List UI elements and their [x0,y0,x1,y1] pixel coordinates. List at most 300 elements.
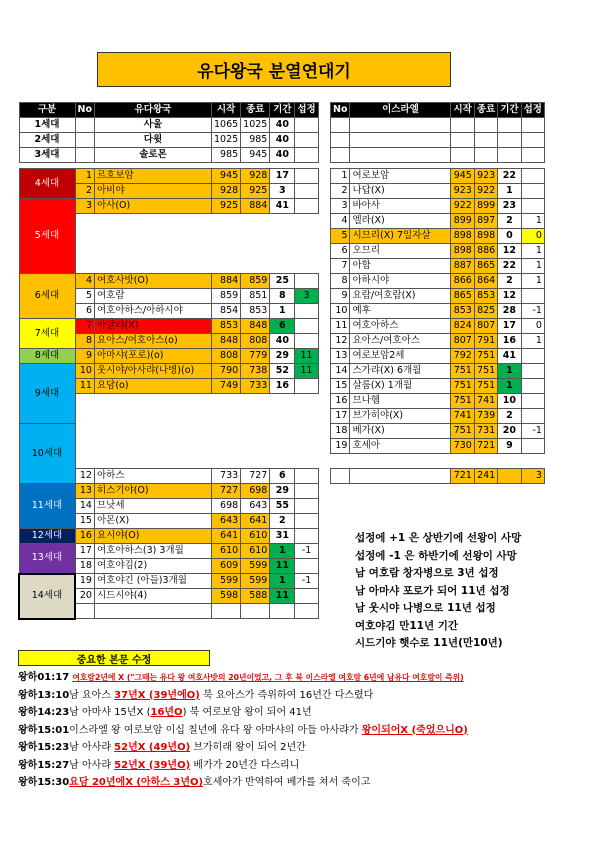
table-row [19,148,318,163]
regency: 0 [521,319,544,334]
correction-line [18,704,468,722]
start-year: 898 [451,229,474,244]
duration: 2 [270,514,295,529]
regency: 0 [521,229,544,244]
header-cell: 유다왕국 [94,103,211,118]
correction-text: 남 아마샤 15년X ( [69,707,151,718]
king-number: 2 [331,184,350,199]
generation-cell: 3세대 [19,148,75,163]
end-year: 848 [241,319,270,334]
end-year: 733 [241,379,270,394]
king-number: 15 [75,514,94,529]
duration: 23 [498,199,521,214]
start-year: 899 [451,214,474,229]
correction-text: 이스라엘 왕 여로보암 이십 칠년에 유다 왕 아마샤의 아들 아사랴가 [69,724,362,736]
duration: 29 [270,349,295,364]
end-year: 859 [241,274,270,289]
end-year: 851 [241,289,270,304]
king-name: 여호아하스/아하시야 [94,304,211,319]
king-number: 13 [331,349,350,364]
duration: 2 [498,409,521,424]
king-number: 3 [331,199,350,214]
generation-cell: 12세대 [19,529,75,544]
table-row [331,184,545,199]
king-name: 살룸(X) 1개월 [350,379,451,394]
correction-text: ) 북 여로보암 왕이 되어 41년 [182,707,312,718]
start-year: 643 [211,514,240,529]
king-number: 17 [331,409,350,424]
king-number: 5 [331,229,350,244]
end-year: 945 [241,148,270,163]
king-name: 여호람 [94,289,211,304]
end-year: 599 [241,574,270,589]
correction-line [18,722,468,740]
start-year: 751 [451,379,474,394]
table-row [331,379,545,394]
start-year: 859 [211,289,240,304]
duration: 6 [270,319,295,334]
generation-cell: 9세대 [19,364,75,424]
regency: 11 [295,349,318,364]
king-name: 여호야김(2) [94,559,211,574]
verse-ref: 왕하15:01 [18,724,70,736]
start-year: 945 [211,169,240,184]
end-year: 610 [241,544,270,559]
duration: 11 [270,559,295,574]
king-name: 므낫세 [94,499,211,514]
table-row [19,529,318,544]
king-name: 브가히야(X) [350,409,451,424]
start-year: 865 [451,289,474,304]
start-year: 727 [211,484,240,499]
header-cell: No [331,103,350,118]
start-year: 866 [451,274,474,289]
generation-cell: 11세대 [19,484,75,529]
regency-notes [355,530,521,653]
correction-highlight: 요담 20년에X (아하스 3년O) [69,777,204,788]
start-year: 751 [451,364,474,379]
header-cell: 이스라엘 [350,103,451,118]
correction-highlight: 16년O [150,707,183,718]
generation-cell: 8세대 [19,349,75,364]
king-name: 다윗 [94,133,211,148]
king-name: 시드시야(4) [94,589,211,604]
king-name: 아마샤(포로)(o) [94,349,211,364]
header-cell: 시작 [451,103,474,118]
header-cell: 구분 [19,103,75,118]
table-row [19,274,318,289]
king-number: 17 [75,544,94,559]
generation-cell: 1세대 [19,118,75,133]
table-row [19,544,318,559]
king-name: 아몬(X) [94,514,211,529]
king-name: 므나헴 [350,394,451,409]
end-year: 779 [241,349,270,364]
end-year: 808 [241,334,270,349]
regency: -1 [295,544,318,559]
corrections-list [18,669,468,792]
king-name: 여로보암 [350,169,451,184]
end-year: 922 [474,184,497,199]
king-number: 2 [75,184,94,199]
duration: 31 [270,529,295,544]
king-number: 16 [75,529,94,544]
header-cell: 종료 [474,103,497,118]
king-number: 6 [75,304,94,319]
start-year: 1025 [211,133,240,148]
duration: 11 [270,589,295,604]
end-year: 928 [241,169,270,184]
start-year: 898 [451,244,474,259]
king-name: 히스기야(O) [94,484,211,499]
table-row [331,169,545,184]
table-row [19,484,318,499]
generation-cell: 13세대 [19,544,75,574]
start-year: 884 [211,274,240,289]
king-name: 요아스/여호아스 [350,334,451,349]
king-name: 아합 [350,259,451,274]
king-name: 아하시야 [350,274,451,289]
king-name: 요아스/여호아스(o) [94,334,211,349]
king-number: 3 [75,199,94,214]
table-row [331,259,545,274]
duration: 28 [498,304,521,319]
duration: 1 [270,304,295,319]
regency: -1 [521,304,544,319]
generation-cell: 2세대 [19,133,75,148]
regency: 1 [521,334,544,349]
correction-text: 베가가 20년간 다스리니 [190,759,300,771]
king-number: 11 [75,379,94,394]
king-number: 18 [75,559,94,574]
king-number: 15 [331,379,350,394]
duration: 2 [498,214,521,229]
table-row [331,319,545,334]
correction-text: 남 요아스 [69,689,115,701]
king-name: 사울 [94,118,211,133]
end-year: 739 [474,409,497,424]
end-year: 925 [241,184,270,199]
end-year: 923 [474,169,497,184]
correction-highlight: 52년X (49년O) [114,742,191,753]
correction-line [18,669,468,687]
duration: 12 [498,244,521,259]
duration: 1 [270,574,295,589]
regency: -1 [295,574,318,589]
header-cell: 종료 [241,103,270,118]
king-name: 요시야(O) [94,529,211,544]
start-year: 807 [451,334,474,349]
duration: 1 [498,364,521,379]
end-year: 698 [241,484,270,499]
duration: 22 [498,169,521,184]
start-year: 751 [451,424,474,439]
regency: -1 [521,424,544,439]
regency: 1 [521,259,544,274]
end-year: 864 [474,274,497,289]
duration: 1 [270,544,295,559]
start-year: 808 [211,349,240,364]
king-number: 19 [331,439,350,454]
king-number: 18 [331,424,350,439]
verse-ref: 왕하15:27 [18,759,70,771]
king-name: 여호야긴 (아들)3개월 [94,574,211,589]
end-year: 1025 [241,118,270,133]
king-name: 엘라(X) [350,214,451,229]
start-year: 609 [211,559,240,574]
king-name: 여로보암2세 [350,349,451,364]
table-row [331,214,545,229]
king-number: 4 [75,274,94,289]
duration: 0 [498,229,521,244]
correction-highlight: 왕이되어X (죽었으니O) [361,724,468,736]
generation-cell: 7세대 [19,319,75,349]
duration: 1 [498,379,521,394]
king-number: 20 [75,589,94,604]
duration: 20 [498,424,521,439]
start-year: 598 [211,589,240,604]
king-name: 아사(O) [94,199,211,214]
start-year: 749 [211,379,240,394]
table-row [19,349,318,364]
king-number: 9 [331,289,350,304]
end-year: 897 [474,214,497,229]
header-cell: 기간 [270,103,295,118]
king-name: 바아사 [350,199,451,214]
start-year: 848 [211,334,240,349]
end-year: 853 [474,289,497,304]
table-row [331,229,545,244]
end-year: 899 [474,199,497,214]
start-year: 925 [211,199,240,214]
king-number: 10 [331,304,350,319]
duration: 40 [270,118,295,133]
header-cell: No [75,103,94,118]
duration: 25 [270,274,295,289]
start-year: 790 [211,364,240,379]
note-line: 섭정에 -1 은 하반기에 선왕이 사망 [355,549,517,562]
note-line: 남 여호람 창자병으로 3년 섭정 [355,567,499,579]
table-row [331,349,545,364]
king-name: 아하스 [94,469,211,484]
king-number: 14 [331,364,350,379]
king-number: 7 [331,259,350,274]
correction-line [18,739,468,757]
king-number: 5 [75,289,94,304]
king-number: 12 [331,334,350,349]
start-year: 792 [451,349,474,364]
king-name: 스가랴(X) 6개월 [350,364,451,379]
king-name: 베가(X) [350,424,451,439]
king-name: 오므리 [350,244,451,259]
table-row [19,169,318,184]
king-number: 1 [75,169,94,184]
table-header [331,103,545,118]
start-year: 854 [211,304,240,319]
start-year: 741 [451,409,474,424]
note-line: 시드기야 햇수로 11년(만10년) [355,637,503,649]
end-year: 741 [474,394,497,409]
table-row [331,334,545,349]
total-start: 721 [451,469,474,484]
king-number: 4 [331,214,350,229]
correction-highlight: 37년X (39년에O) [114,689,200,701]
king-name: 아달랴(X) [94,319,211,334]
king-number: 8 [75,334,94,349]
start-year: 922 [451,199,474,214]
king-name: 여호아하스 [350,319,451,334]
correction-text: 남 아사랴 [69,742,115,753]
king-number: 16 [331,394,350,409]
table-row [331,289,545,304]
duration: 17 [270,169,295,184]
end-year: 721 [474,439,497,454]
start-year: 610 [211,544,240,559]
duration: 10 [498,394,521,409]
end-year: 884 [241,199,270,214]
duration: 16 [270,379,295,394]
table-row [19,574,318,589]
correction-line [18,774,468,792]
duration: 22 [498,259,521,274]
end-year: 898 [474,229,497,244]
end-year: 751 [474,379,497,394]
end-year: 643 [241,499,270,514]
end-year: 727 [241,469,270,484]
king-name: 여호아하스(3) 3개월 [94,544,211,559]
verse-ref: 왕하13:10 [18,689,70,701]
table-row [331,274,545,289]
king-name: 아비야 [94,184,211,199]
start-year: 751 [451,394,474,409]
king-number: 6 [331,244,350,259]
start-year: 928 [211,184,240,199]
king-name: 나답(X) [350,184,451,199]
israel-table [330,102,545,484]
end-year: 610 [241,529,270,544]
duration: 40 [270,133,295,148]
regency: 11 [295,364,318,379]
start-year: 730 [451,439,474,454]
note-line: 남 아마샤 포로가 되어 11년 섭정 [355,584,510,597]
generation-cell: 10세대 [19,424,75,484]
end-year: 731 [474,424,497,439]
correction-text: 여호람2년에 X ("그때는 유다 왕 여호사밧의 20년이었고, 그 후 북 이스라엘 여호람 6년에 남유다 여호람이 즉위) [72,673,464,682]
end-year: 825 [474,304,497,319]
duration: 41 [270,199,295,214]
header-cell: 섭정 [295,103,318,118]
start-year: 985 [211,148,240,163]
regency: 1 [521,274,544,289]
king-name: 여호사밧(O) [94,274,211,289]
king-number: 14 [75,499,94,514]
duration: 3 [270,184,295,199]
king-name: 예후 [350,304,451,319]
duration: 29 [270,484,295,499]
start-year: 824 [451,319,474,334]
table-row [331,304,545,319]
table-row [331,199,545,214]
judah-table [18,102,319,620]
king-number: 9 [75,349,94,364]
total-end: 241 [474,469,497,484]
table-row [331,364,545,379]
verse-ref: 왕하15:30 [18,777,70,788]
duration: 8 [270,289,295,304]
start-year: 641 [211,529,240,544]
king-name: 솔로몬 [94,148,211,163]
regency: 3 [295,289,318,304]
king-name: 호세아 [350,439,451,454]
note-line: 여호야김 만11년 기간 [355,619,459,632]
start-year: 1065 [211,118,240,133]
total-regency: 3 [521,469,544,484]
king-number: 13 [75,484,94,499]
duration: 1 [498,184,521,199]
correction-line [18,757,468,775]
king-number: 19 [75,574,94,589]
duration: 12 [498,289,521,304]
king-name: 르호보암 [94,169,211,184]
correction-text: 브가히래 왕이 되어 2년간 [190,742,306,753]
king-number: 1 [331,169,350,184]
end-year: 641 [241,514,270,529]
end-year: 751 [474,349,497,364]
table-row [19,319,318,334]
table-row [19,133,318,148]
correction-text: 남 아사랴 [69,759,115,771]
correction-line [18,687,468,705]
generation-cell: 14세대 [19,574,75,619]
start-year: 599 [211,574,240,589]
end-year: 751 [474,364,497,379]
king-number: 8 [331,274,350,289]
generation-cell: 4세대 [19,169,75,199]
regency: 1 [521,244,544,259]
end-year: 853 [241,304,270,319]
king-name: 요담(o) [94,379,211,394]
regency: 1 [521,214,544,229]
header-cell: 섭정 [521,103,544,118]
page-title: 유다왕국 분열연대기 [97,52,451,87]
verse-ref: 왕하14:23 [18,707,70,718]
king-number: 12 [75,469,94,484]
header-cell: 시작 [211,103,240,118]
correction-text: 호세아가 반역하여 베가를 쳐서 죽이고 [203,777,371,788]
end-year: 738 [241,364,270,379]
correction-highlight: 52년X (39년O) [114,759,191,771]
start-year: 923 [451,184,474,199]
start-year: 945 [451,169,474,184]
note-line: 섭정에 +1 은 상반기에 선왕이 사망 [355,532,522,544]
duration: 2 [498,274,521,289]
duration: 41 [498,349,521,364]
start-year: 698 [211,499,240,514]
king-number: 11 [331,319,350,334]
table-header [19,103,318,118]
table-row [331,424,545,439]
table-row [331,409,545,424]
generation-cell: 6세대 [19,274,75,319]
start-year: 853 [451,304,474,319]
verse-ref: 왕하15:23 [18,742,70,753]
king-name: 웃시야/아사랴(나병)(o) [94,364,211,379]
end-year: 599 [241,559,270,574]
duration: 17 [498,319,521,334]
end-year: 985 [241,133,270,148]
duration: 9 [498,439,521,454]
duration: 40 [270,148,295,163]
